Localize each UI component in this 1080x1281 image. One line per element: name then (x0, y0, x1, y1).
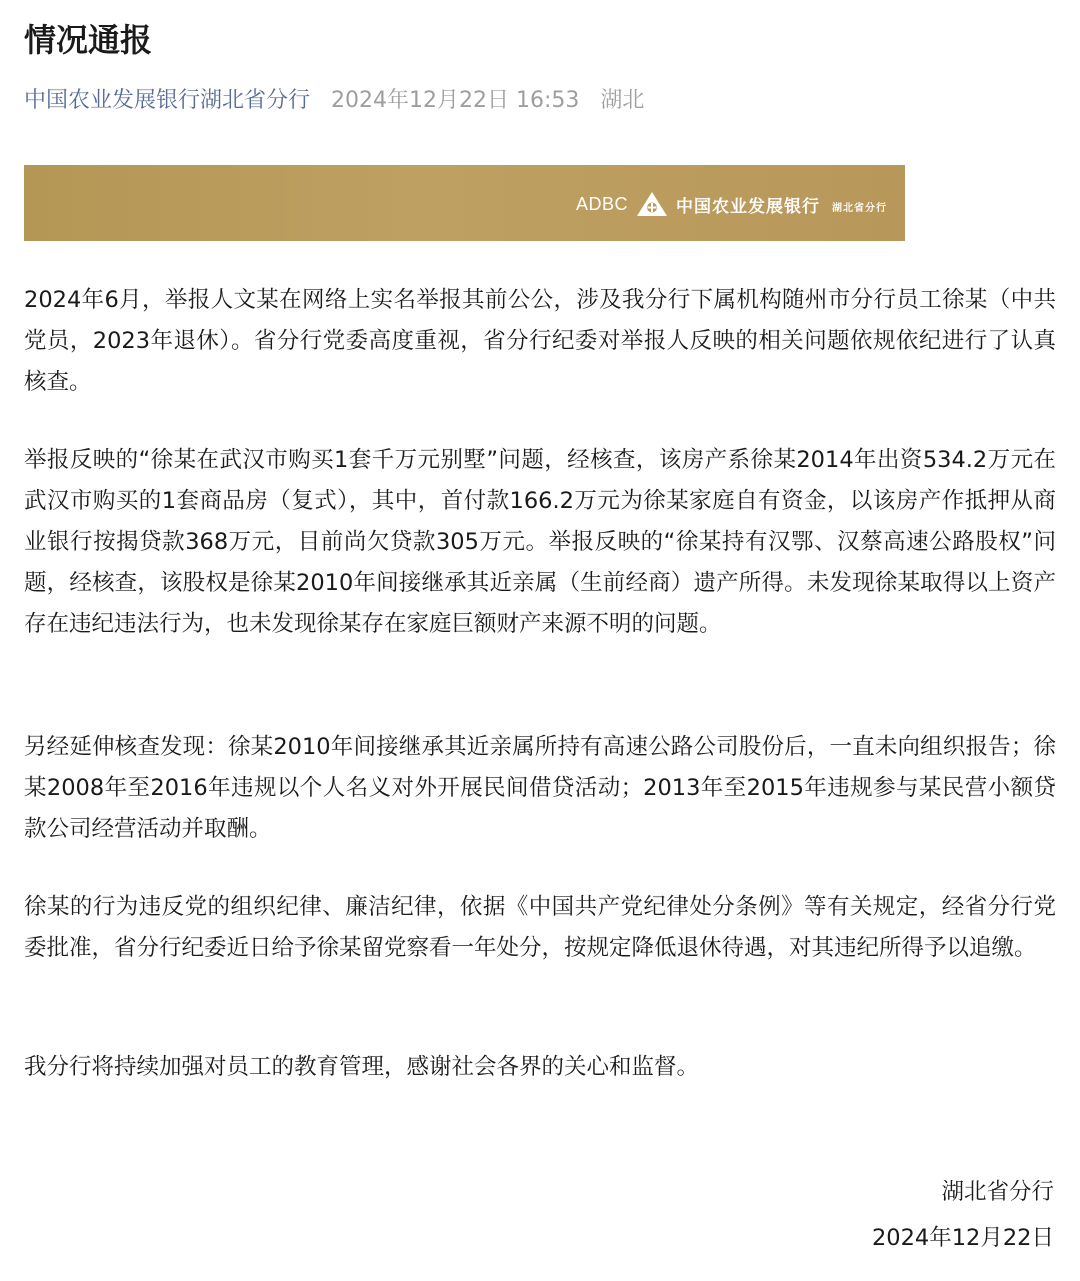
paragraph-extended-findings: 另经延伸核查发现：徐某2010年间接继承其近亲属所持有高速公路公司股份后，一直未向组织报告；徐某2008年至2016年违规以个人名义对外开展民间借贷活动；2013年至2015年违规参与某民营小额贷款公司经营活动并取酬。 (24, 734, 1056, 842)
account-name-link[interactable]: 中国农业发展银行湖北省分行 (24, 88, 311, 113)
bank-abbreviation: ADBC (575, 193, 628, 214)
publish-date: 2024年12月22日 16:53 (331, 88, 580, 113)
bank-name: 中国农业发展银行 (676, 196, 820, 217)
paragraph-disciplinary-action: 徐某的行为违反党的组织纪律、廉洁纪律，依据《中国共产党纪律处分条例》等有关规定，经省分行党委批准，省分行纪委近日给予徐某留党察看一年处分，按规定降低退休待遇，对其违纪所得予以追缴。 (24, 894, 1056, 961)
paragraph-investigation-findings: 举报反映的“徐某在武汉市购买1套千万元别墅”问题，经核查，该房产系徐某2014年出资534.2万元在武汉市购买的1套商品房（复式），其中，首付款166.2万元为徐某家庭自有资金，以该房产作抵押从商业银行按揭贷款368万元，目前尚欠贷款305万元。举报反映的“徐某持有汉鄂、汉蔡高速公路股权”问题，经核查，该股权是徐某2010年间接继承其近亲属（生前经商）遗产所得。未发现徐某取得以上资产存在违纪违法行为，也未发现徐某存在家庭巨额财产来源不明的问题。 (24, 447, 1056, 637)
publish-location: 湖北 (600, 88, 645, 113)
paragraph-report-summary: 2024年6月，举报人文某在网络上实名举报其前公公，涉及我分行下属机构随州市分行员工徐某（中共党员，2023年退休）。省分行党委高度重视，省分行纪委对举报人反映的相关问题依规依纪进行了认真核查。 (24, 287, 1056, 395)
bank-logo (576, 191, 887, 217)
article-title: 情况通报 (24, 21, 153, 59)
adbc-emblem-icon (636, 191, 668, 217)
signature-organization: 湖北省分行 (941, 1179, 1054, 1205)
bank-banner (24, 165, 905, 241)
article-meta (24, 84, 644, 118)
branch-name: 湖北省分行 (832, 202, 887, 214)
paragraph-closing-statement: 我分行将持续加强对员工的教育管理，感谢社会各界的关心和监督。 (24, 1054, 700, 1080)
signature-date: 2024年12月22日 (871, 1225, 1054, 1251)
